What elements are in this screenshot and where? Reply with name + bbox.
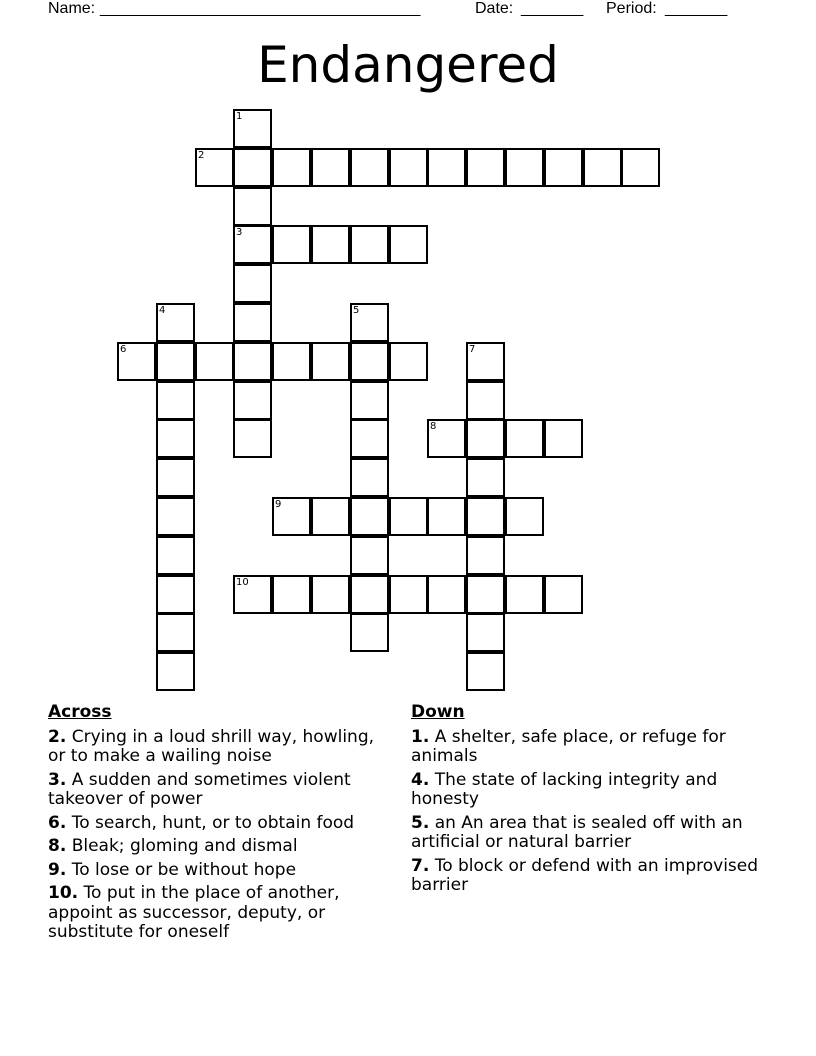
- clue-number-label: 1: [236, 111, 243, 122]
- grid-cell[interactable]: [311, 342, 350, 381]
- grid-cell[interactable]: [427, 497, 466, 536]
- grid-cell[interactable]: [466, 497, 505, 536]
- clue-number: 8.: [48, 836, 67, 856]
- clue-item: [48, 884, 393, 943]
- grid-cell[interactable]: [233, 303, 272, 342]
- clue-item: [411, 814, 766, 853]
- grid-cell[interactable]: [233, 187, 272, 226]
- period-blank[interactable]: _______: [665, 0, 728, 17]
- grid-cell[interactable]: [233, 342, 272, 381]
- clue-text: A shelter, safe place, or refuge for animals: [411, 726, 726, 766]
- grid-cell[interactable]: [156, 575, 195, 614]
- grid-cell[interactable]: [311, 497, 350, 536]
- grid-cell[interactable]: [350, 148, 389, 187]
- clue-text: Bleak; gloming and dismal: [71, 836, 298, 856]
- name-label: Name:: [48, 0, 96, 17]
- clue-number-label: 7: [469, 344, 476, 355]
- grid-cell[interactable]: [621, 148, 660, 187]
- grid-cell[interactable]: [350, 497, 389, 536]
- clue-number: 2.: [48, 726, 67, 747]
- clue-number: 10.: [48, 883, 79, 903]
- clue-item: [48, 771, 393, 810]
- across-clues: [48, 703, 393, 947]
- grid-cell[interactable]: [350, 613, 389, 652]
- grid-cell[interactable]: [156, 381, 195, 420]
- grid-cell[interactable]: [156, 419, 195, 458]
- clue-number: 1.: [411, 726, 430, 747]
- across-clue-list: [48, 728, 393, 943]
- grid-cell[interactable]: [311, 575, 350, 614]
- clue-text: an An area that is sealed off with an artificial or natural barrier: [411, 812, 743, 852]
- grid-cell[interactable]: [233, 264, 272, 303]
- grid-cell[interactable]: [156, 652, 195, 691]
- page-title: Endangered: [257, 36, 559, 94]
- clue-item: [411, 771, 766, 810]
- grid-cell[interactable]: [544, 148, 583, 187]
- grid-cell[interactable]: [350, 575, 389, 614]
- clue-number-label: 4: [159, 305, 166, 316]
- date-blank[interactable]: _______: [521, 0, 584, 17]
- clue-text: To lose or be without hope: [71, 859, 297, 880]
- clue-text: To block or defend with an improvised barrier: [411, 855, 759, 895]
- clue-item: [411, 857, 766, 896]
- grid-cell[interactable]: [544, 419, 583, 458]
- grid-cell[interactable]: [350, 458, 389, 497]
- clue-number: 5.: [411, 812, 430, 833]
- grid-cell[interactable]: [272, 575, 311, 614]
- clue-number: 3.: [48, 769, 67, 790]
- clue-number: 9.: [48, 859, 67, 880]
- clue-item: [48, 837, 393, 857]
- grid-cell[interactable]: [233, 419, 272, 458]
- clue-text: To search, hunt, or to obtain food: [71, 812, 355, 833]
- name-blank[interactable]: ____________________________________: [100, 0, 421, 17]
- grid-cell[interactable]: [233, 381, 272, 420]
- clue-item: [48, 728, 393, 767]
- grid-cell[interactable]: [195, 342, 234, 381]
- grid-cell[interactable]: [156, 458, 195, 497]
- grid-cell[interactable]: [311, 225, 350, 264]
- grid-cell[interactable]: [156, 536, 195, 575]
- grid-cell[interactable]: [389, 575, 428, 614]
- down-clues: [411, 703, 766, 900]
- grid-cell[interactable]: [466, 458, 505, 497]
- clue-item: [48, 861, 393, 881]
- grid-cell[interactable]: [233, 148, 272, 187]
- grid-cell[interactable]: [350, 536, 389, 575]
- grid-cell[interactable]: [156, 613, 195, 652]
- clue-number: 6.: [48, 812, 67, 833]
- grid-cell[interactable]: [505, 497, 544, 536]
- grid-cell[interactable]: [466, 381, 505, 420]
- grid-cell[interactable]: [427, 148, 466, 187]
- grid-cell[interactable]: [427, 575, 466, 614]
- grid-cell[interactable]: [505, 419, 544, 458]
- grid-cell[interactable]: [389, 225, 428, 264]
- grid-cell[interactable]: [544, 575, 583, 614]
- clue-item: [48, 814, 393, 834]
- clue-number-label: 9: [275, 499, 282, 510]
- period-label: Period:: [606, 0, 657, 17]
- grid-cell[interactable]: [466, 419, 505, 458]
- grid-cell[interactable]: [311, 148, 350, 187]
- grid-cell[interactable]: [466, 148, 505, 187]
- clue-number-label: 6: [120, 344, 127, 355]
- clue-number-label: 8: [430, 421, 437, 432]
- clue-number: 4.: [411, 769, 430, 790]
- grid-cell[interactable]: [272, 148, 311, 187]
- grid-cell[interactable]: [350, 419, 389, 458]
- clue-text: A sudden and sometimes violent takeover of power: [48, 769, 351, 809]
- grid-cell[interactable]: [156, 342, 195, 381]
- down-clue-list: [411, 728, 766, 896]
- grid-cell[interactable]: [505, 575, 544, 614]
- clue-text: The state of lacking integrity and honesty: [411, 769, 718, 809]
- clue-number-label: 10: [236, 577, 249, 588]
- clue-text: Crying in a loud shrill way, howling, or to make a wailing noise: [48, 726, 375, 766]
- grid-cell[interactable]: [156, 497, 195, 536]
- grid-cell[interactable]: [350, 225, 389, 264]
- grid-cell[interactable]: [389, 342, 428, 381]
- grid-cell[interactable]: [583, 148, 622, 187]
- clue-number-label: 5: [353, 305, 360, 316]
- grid-cell[interactable]: [350, 381, 389, 420]
- clue-number-label: 3: [236, 227, 243, 238]
- grid-cell[interactable]: [272, 342, 311, 381]
- clue-number-label: 2: [198, 150, 205, 161]
- grid-cell[interactable]: [272, 225, 311, 264]
- grid-cell[interactable]: [466, 536, 505, 575]
- grid-cell[interactable]: [466, 613, 505, 652]
- grid-cell[interactable]: [350, 342, 389, 381]
- grid-cell[interactable]: [466, 652, 505, 691]
- down-heading: Down: [411, 702, 465, 722]
- grid-cell[interactable]: [466, 575, 505, 614]
- grid-cell[interactable]: [389, 148, 428, 187]
- clue-item: [411, 728, 766, 767]
- clue-text: To put in the place of another, appoint as successor, deputy, or substitute for oneself: [48, 883, 340, 942]
- date-label: Date:: [475, 0, 514, 17]
- grid-cell[interactable]: [389, 497, 428, 536]
- across-heading: Across: [48, 702, 112, 722]
- clue-number: 7.: [411, 855, 430, 876]
- grid-cell[interactable]: [505, 148, 544, 187]
